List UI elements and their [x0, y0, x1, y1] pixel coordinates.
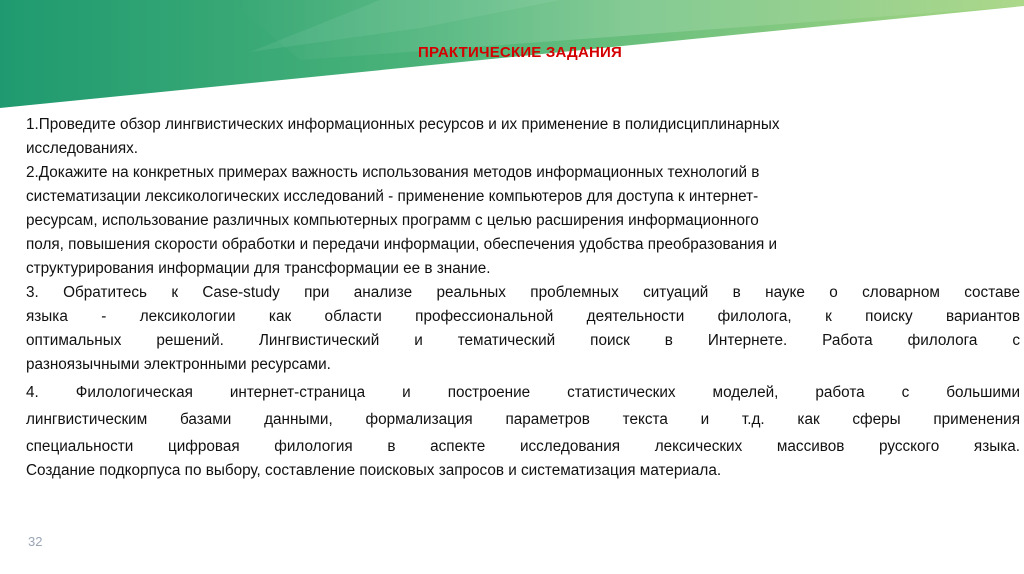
text-line: 4. Филологическая интернет-страница и построение статистических моделей, работа с большими [26, 384, 1020, 401]
text-line: Создание подкорпуса по выбору, составление поисковых запросов и систематизация материала. [26, 462, 722, 479]
slide-body [26, 113, 1020, 493]
text-line: систематизации лексикологических исследований - применение компьютеров для доступа к интернет- [26, 188, 759, 205]
text-line: структурирования информации для трансформации ее в знание. [26, 260, 491, 277]
page-number: 32 [28, 534, 43, 549]
text-line: оптимальных решений. Лингвистический и тематический поиск в Интернете. Работа филолога с [26, 332, 1020, 349]
task-item-1 [26, 113, 1020, 161]
task-item-3 [26, 281, 1020, 377]
text-line: поля, повышения скорости обработки и передачи информации, обеспечения удобства преобразования и [26, 236, 778, 253]
task-item-2 [26, 161, 1020, 281]
text-line: ресурсам, использование различных компьютерных программ с целью расширения информационного [26, 212, 759, 229]
text-line: языка - лексикологии как области профессиональной деятельности филолога, к поиску вариантов [26, 308, 1020, 325]
text-line: 1.Проведите обзор лингвистических информационных ресурсов и их применение в полидисциплинарных [26, 116, 780, 133]
text-line: 2.Докажите на конкретных примерах важность использования методов информационных технологий в [26, 164, 760, 181]
text-line: специальности цифровая филология в аспекте исследования лексических массивов русского языка. [26, 438, 1020, 455]
text-line: лингвистическим базами данными, формализация параметров текста и т.д. как сферы применения [26, 411, 1020, 428]
task-item-4 [26, 381, 1020, 483]
text-line: исследованиях. [26, 140, 139, 157]
text-line: разноязычными электронными ресурсами. [26, 356, 331, 373]
text-line: 3. Обратитесь к Case-study при анализе реальных проблемных ситуаций в науке о словарном составе [26, 284, 1020, 301]
slide-title: ПРАКТИЧЕСКИЕ ЗАДАНИЯ [418, 44, 622, 61]
